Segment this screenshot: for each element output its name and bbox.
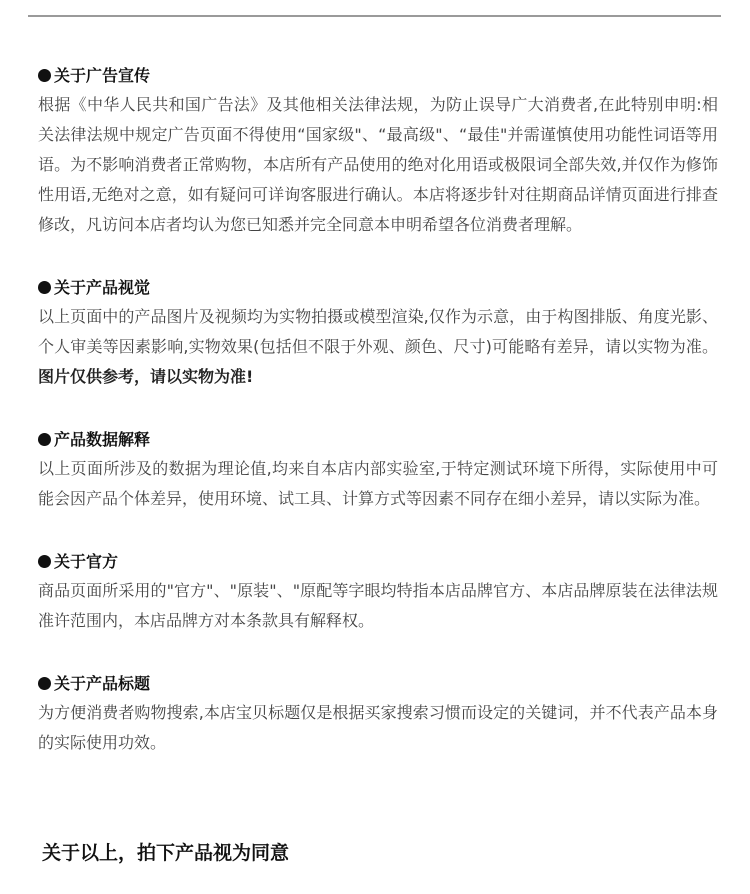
section-title: 产品数据解释 xyxy=(54,430,151,449)
section-heading xyxy=(38,670,718,698)
bullet-dot-icon xyxy=(38,555,51,568)
section-heading xyxy=(38,62,718,90)
section-title: 关于产品视觉 xyxy=(54,278,151,297)
section-heading xyxy=(38,548,718,576)
section-title: 关于产品标题 xyxy=(54,674,151,693)
section-body: 商品页面所采用的"官方"、"原装"、"原配等字眼均特指本店品牌官方、本店品牌原装在法律法规准许范围内，本店品牌方对本条款具有解释权。 xyxy=(38,581,718,630)
bullet-dot-icon xyxy=(38,677,51,690)
bullet-dot-icon xyxy=(38,69,51,82)
section-body xyxy=(38,302,718,392)
section-advertising xyxy=(38,62,718,240)
agreement-statement: 关于以上，拍下产品视为同意 xyxy=(42,842,290,864)
section-title: 关于广告宣传 xyxy=(54,66,151,85)
section-body: 根据《中华人民共和国广告法》及其他相关法律法规，为防止误导广大消费者,在此特别申明:相关法律法规中规定广告页面不得使用“国家级"、“最高级"、“最佳"并需谨慎使用功能性词语等用语。为不影响消费者正常购物，本店所有产品使用的绝对化用语或极限词全部失效,并仅作为修饰性用语,无绝对之意，如有疑问可详询客服进行确认。本店将逐步针对往期商品详情页面进行排查修改，凡访问本店者均认为您已知悉并完全同意本申明希望各位消费者理解。 xyxy=(38,95,718,234)
section-heading xyxy=(38,274,718,302)
section-title-keywords xyxy=(38,670,718,758)
section-official xyxy=(38,548,718,636)
section-body-text: 以上页面中的产品图片及视频均为实物拍摄或模型渲染,仅作为示意，由于构图排版、角度光影、个人审美等因素影响,实物效果(包括但不限于外观、颜色、尺寸)可能略有差异，请以实物为准。 xyxy=(38,307,718,356)
section-heading xyxy=(38,426,718,454)
section-body: 为方便消费者购物搜索,本店宝贝标题仅是根据买家搜索习惯而设定的关键词，并不代表产品本身的实际使用功效。 xyxy=(38,703,718,752)
top-divider xyxy=(28,15,721,17)
section-visual xyxy=(38,274,718,392)
bullet-dot-icon xyxy=(38,281,51,294)
section-data xyxy=(38,426,718,514)
section-emphasis: 图片仅供参考，请以实物为准! xyxy=(38,367,254,386)
notice-content xyxy=(38,62,718,792)
section-body: 以上页面所涉及的数据为理论值,均来自本店内部实验室,于特定测试环境下所得，实际使用中可能会因产品个体差异，使用环境、试工具、计算方式等因素不同存在细小差异，请以实际为准。 xyxy=(38,459,718,508)
section-title: 关于官方 xyxy=(54,552,119,571)
bullet-dot-icon xyxy=(38,433,51,446)
